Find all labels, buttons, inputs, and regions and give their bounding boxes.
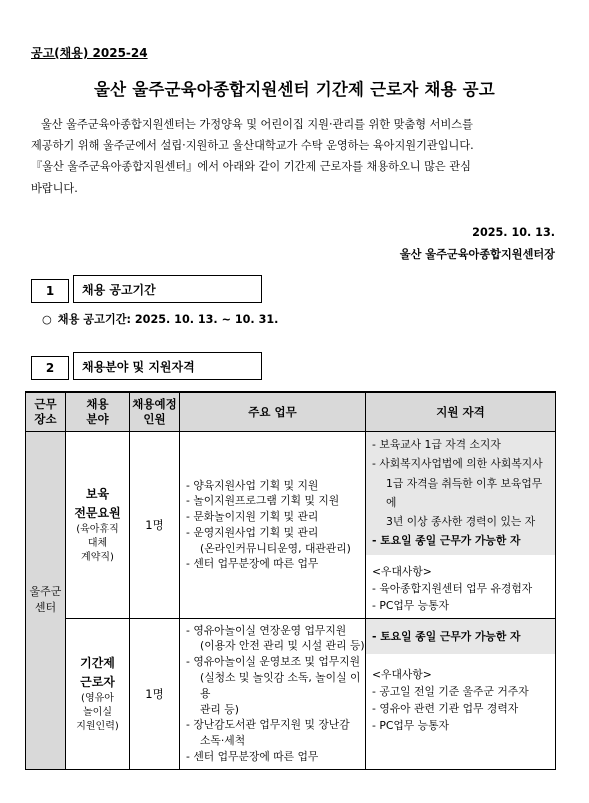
qual-pref-title: <우대사항> xyxy=(372,564,432,578)
duty-item: - 센터 업무분장에 따른 업무 xyxy=(186,750,319,764)
duty-item: (온라인커뮤니티운영, 대관관리) xyxy=(200,541,351,555)
duty-item: - 장난감도서관 업무지원 및 장난감 xyxy=(186,718,350,732)
duty-item: - 운영지원사업 기획 및 관리 xyxy=(186,525,319,539)
duty-item: - 영유아놀이실 연장운영 업무지원 xyxy=(186,623,347,637)
qual-item: - 공고일 전일 기준 울주군 거주자 xyxy=(372,685,529,699)
intro-paragraph xyxy=(31,114,557,199)
recruit-table xyxy=(25,391,556,770)
qual-item: - PC업무 능통자 xyxy=(372,598,449,612)
field-cell: 기간제 근로자 (영유아 놀이실 지원인력) xyxy=(66,618,130,769)
duty-item: - 센터 업무분장에 따른 업무 xyxy=(186,557,319,571)
duty-item: (실청소 및 놀잇감 소독, 놀이실 이용 xyxy=(200,671,361,700)
qual-pref-title: <우대사항> xyxy=(372,668,432,682)
header-qualifications: 지원 자격 xyxy=(366,392,556,432)
page-title: 울산 울주군육아종합지원센터 기간제 근로자 채용 공고 xyxy=(94,80,495,99)
recruit-period xyxy=(42,311,278,327)
duty-item: 소독·세척 xyxy=(200,734,246,748)
section1-title: 채용 공고기간 xyxy=(73,275,262,303)
qual-item: - 토요일 종일 근무가 가능한 자 xyxy=(372,629,521,643)
issuer-name: 울산 울주군육아종합지원센터장 xyxy=(399,248,555,261)
duty-item: - 문화놀이지원 기획 및 관리 xyxy=(186,510,319,524)
location-cell: 울주군 센터 xyxy=(26,432,66,770)
duties-cell xyxy=(180,432,366,619)
required-qualifications xyxy=(366,432,555,555)
qualifications-cell xyxy=(366,432,556,619)
preferred-qualifications xyxy=(366,654,555,738)
section2-number: 2 xyxy=(31,356,69,380)
qual-item: - 보육교사 1급 자격 소지자 xyxy=(372,438,501,451)
intro-line: 울산 울주군육아종합지원센터는 가정양육 및 어린이집 지원·관리를 위한 맞춤형 서비스를 xyxy=(41,118,473,131)
table-row xyxy=(26,432,556,619)
qual-item: - 육아종합지원센터 업무 유경험자 xyxy=(372,581,533,595)
table-row xyxy=(26,618,556,769)
duty-item: 관리 등) xyxy=(200,702,239,716)
field-cell: 보육 전문요원 (육아휴직 대체 계약직) xyxy=(66,432,130,619)
header-count: 채용예정 인원 xyxy=(130,392,180,432)
qual-item: - 사회복지사업법에 의한 사회복지사 xyxy=(372,457,543,471)
count-cell: 1명 xyxy=(130,618,180,769)
qual-item: - 토요일 종일 근무가 가능한 자 xyxy=(372,534,521,548)
required-qualifications xyxy=(366,619,555,654)
qualifications-cell xyxy=(366,618,556,769)
qual-item: 1급 자격을 취득한 이후 보육업무에 xyxy=(386,476,543,509)
qual-item: - PC업무 능통자 xyxy=(372,719,449,733)
count-cell: 1명 xyxy=(130,432,180,619)
header-location: 근무 장소 xyxy=(26,392,66,432)
duty-item: - 양육지원사업 기획 및 지원 xyxy=(186,478,319,492)
section2-title: 채용분야 및 지원자격 xyxy=(73,352,262,380)
notice-date: 2025. 10. 13. xyxy=(472,226,555,239)
intro-line: 『울산 울주군육아종합지원센터』에서 아래와 같이 기간제 근로자를 채용하오니 많은 관심 xyxy=(31,160,471,174)
duty-item: (이용자 안전 관리 및 시설 관리 등) xyxy=(200,639,365,653)
header-field: 채용 분야 xyxy=(66,392,130,432)
duties-cell xyxy=(180,618,366,769)
preferred-qualifications xyxy=(366,555,555,618)
qual-item: 3년 이상 종사한 경력이 있는 자 xyxy=(386,515,536,529)
duty-item: - 영유아놀이실 운영보조 및 업무지원 xyxy=(186,655,361,669)
table-header-row xyxy=(26,392,556,432)
section1-number: 1 xyxy=(31,279,69,303)
notice-number: 공고(채용) 2025-24 xyxy=(31,46,148,60)
intro-line: 바랍니다. xyxy=(31,181,78,195)
duty-item: - 놀이지원프로그램 기획 및 지원 xyxy=(186,494,340,508)
qual-item: - 영유아 관련 기관 업무 경력자 xyxy=(372,702,519,716)
recruit-period-text: 채용 공고기간: 2025. 10. 13. ~ 10. 31. xyxy=(57,313,279,326)
header-duties: 주요 업무 xyxy=(180,392,366,432)
bullet-circle-icon: ○ xyxy=(42,313,52,326)
intro-line: 제공하기 위해 울주군에서 설립·지원하고 울산대학교가 수탁 운영하는 육아지원기관입니다. xyxy=(31,139,474,153)
